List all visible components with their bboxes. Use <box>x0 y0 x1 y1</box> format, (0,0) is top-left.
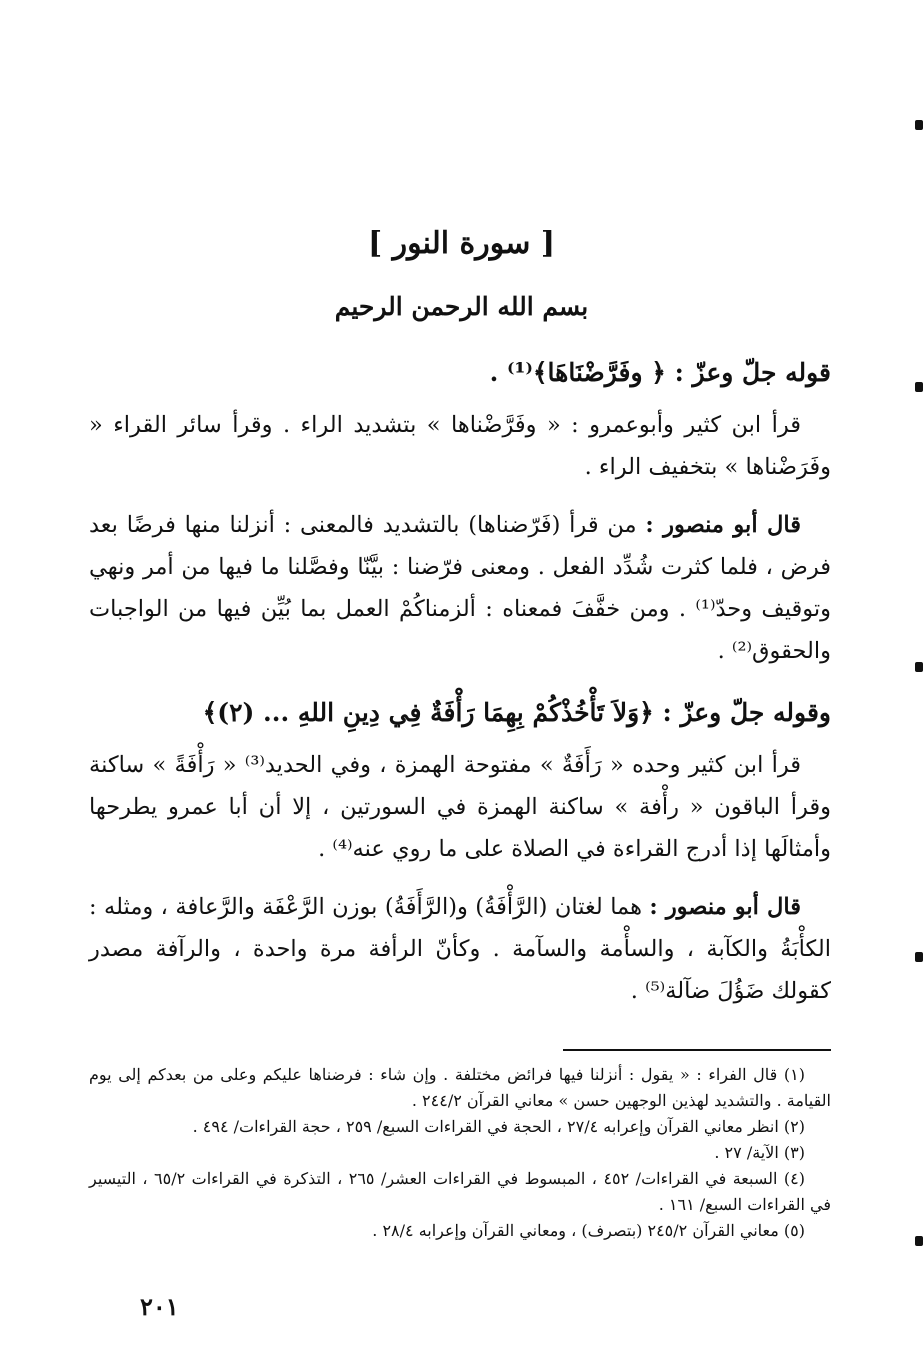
commentary-paragraph <box>89 886 831 1012</box>
footnote-text: الآية/ ٢٧ . <box>714 1143 779 1162</box>
commentary-label: قال أبو منصور : <box>645 512 801 538</box>
section-2 <box>89 688 831 1012</box>
scan-edge-mark <box>915 120 923 130</box>
footnote-number: (٤) <box>783 1169 805 1188</box>
verse-heading: وقوله جلّ وعزّ : ﴿وَلاَ تَأْخُذْكُمْ بِهِمَا رَأْفَةٌ فِي دِينِ اللهِ ... (٢)﴾ <box>202 698 831 727</box>
surah-title: [ سورة النور ] <box>367 226 556 261</box>
scan-edge-mark <box>915 382 923 392</box>
footnote-number: (٥) <box>783 1221 805 1240</box>
footnote-number: (١) <box>783 1065 806 1084</box>
footnote <box>89 1114 831 1140</box>
verse-heading: قوله جلّ وعزّ : ﴿ وفَرَّضْنَاهَا﴾⁽¹⁾ . <box>489 358 831 387</box>
footnote <box>89 1140 831 1166</box>
reading-paragraph: قرأ ابن كثير وحده « رَأَفَةٌ » مفتوحة الهمزة ، وفي الحديد⁽³⁾ « رَأْفَةً » ساكنة وقرأ الباقون « رأْفة » ساكنة الهمزة في السورتين ، إلا أن أبا عمرو يطرحها وأمثالَها إذا أدرج القراءة في الصلاة على ما روي عنه⁽⁴⁾ . <box>89 752 831 862</box>
footnote-text: قال الفراء : « يقول : أنزلنا فيها فرائض مختلفة . وإن شاء : فرضناها عليكم وعلى من بعدكم إلى يوم القيامة . والتشديد لهذين الوجهين حسن » معاني القرآن ٢٤٤/٢ . <box>89 1065 831 1110</box>
footnote-text: السبعة في القراءات/ ٤٥٢ ، المبسوط في القراءات العشر/ ٢٦٥ ، التذكرة في القراءات ٦٥/٢ ، التيسير في القراءات السبع/ ١٦١ . <box>89 1169 831 1214</box>
scan-edge-mark <box>915 952 923 962</box>
footnote <box>89 1062 831 1114</box>
footnote <box>89 1166 831 1218</box>
footnote-number: (٣) <box>783 1143 805 1162</box>
reading-paragraph: قرأ ابن كثير وأبوعمرو : « وفَرَّضْناها » بتشديد الراء . وقرأ سائر القراء « وفَرَضْناها » بتخفيف الراء . <box>89 412 831 480</box>
page-number: ٢٠١ <box>140 1292 179 1321</box>
commentary-label: قال أبو منصور : <box>649 894 801 920</box>
commentary-text: هما لغتان (الرَّأْفَةُ) و(الرَّأَفَةُ) بوزن الرَّعْفَة والرَّعافة ، ومثله : الكأْبَةُ والكآبة ، والسأْمة والسآمة . وكأنّ الرأفة مرة واحدة ، والرآفة مصدر كقولك ضَؤُلَ ضآلة⁽⁵⁾ . <box>89 894 831 1004</box>
basmala: بسم الله الرحمن الرحيم <box>334 292 589 321</box>
footnote-text: معاني القرآن ٢٤٥/٢ (بتصرف) ، ومعاني القرآن وإعرابه ٢٨/٤ . <box>372 1221 779 1240</box>
footnotes <box>89 1062 831 1244</box>
section-1 <box>89 348 831 672</box>
footnote-text: انظر معاني القرآن وإعرابه ٢٧/٤ ، الحجة في القراءات السبع/ ٢٥٩ ، حجة القراءات/ ٤٩٤ . <box>192 1117 779 1136</box>
commentary-text: من قرأ (فَرّضناها) بالتشديد فالمعنى : أنزلنا منها فرضًا بعد فرض ، فلما كثرت شُدِّد الفعل . ومعنى فرّضنا : بيَّنّا وفصَّلنا ما فيها من أمر ونهي وتوقيف وحدّ⁽¹⁾ . ومن خفَّفَ فمعناه : ألزمناكُمْ العمل بما بُيِّن فيها من الواجبات والحقوق⁽²⁾ . <box>89 512 831 664</box>
scan-edge-mark <box>915 662 923 672</box>
footnote-divider <box>563 1049 831 1051</box>
footnote <box>89 1218 831 1244</box>
scan-edge-mark <box>915 1236 923 1246</box>
commentary-paragraph <box>89 504 831 672</box>
footnote-number: (٢) <box>783 1117 805 1136</box>
